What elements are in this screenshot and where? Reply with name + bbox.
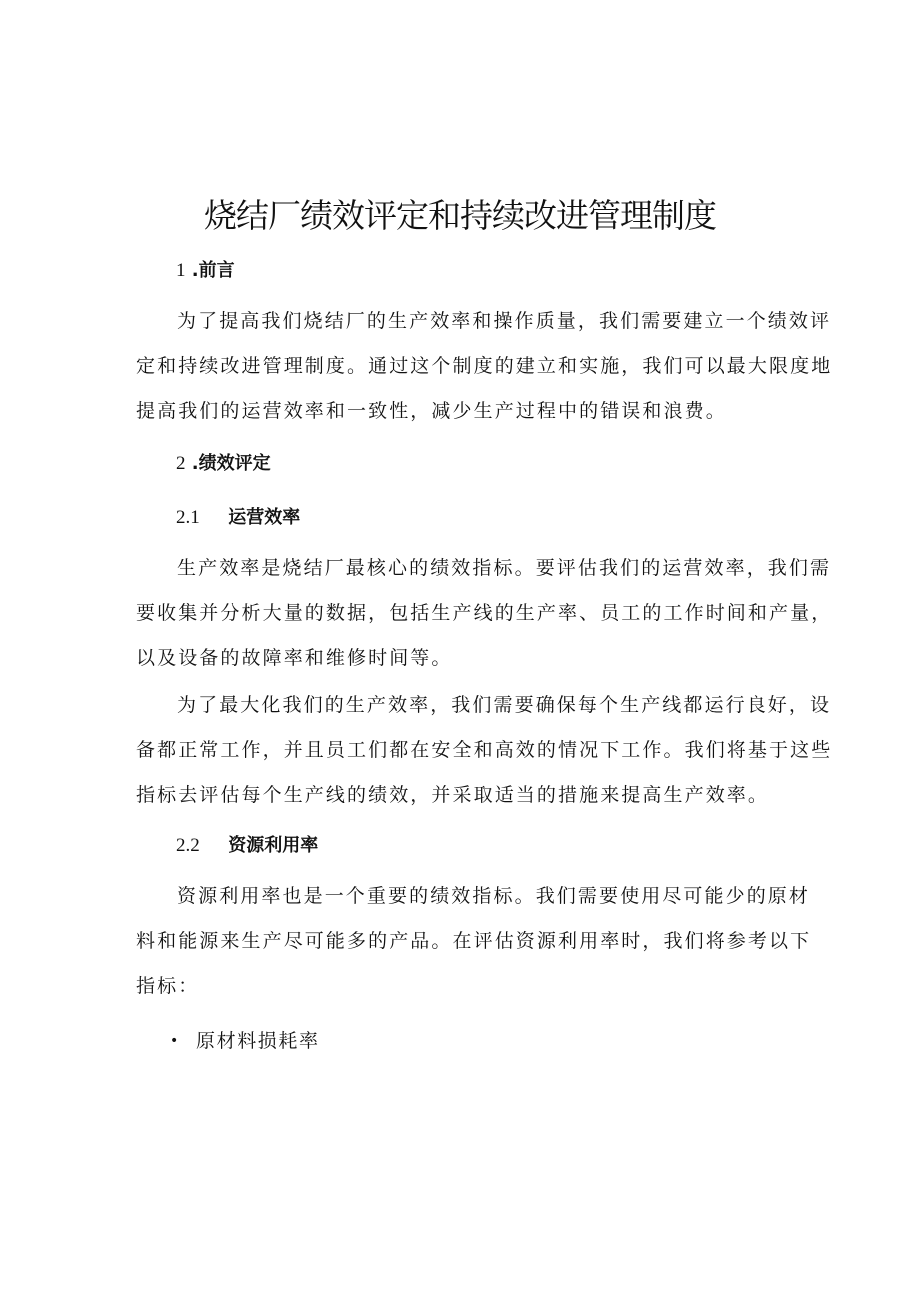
paragraph-resource-utilization	[136, 874, 811, 1009]
bullet-icon: •	[170, 1033, 179, 1049]
paragraph-operational-efficiency	[136, 546, 832, 681]
paragraph-maximize-efficiency	[136, 683, 832, 818]
list-item	[170, 1026, 320, 1056]
paragraph-line: 生产效率是烧结厂最核心的绩效指标。要评估我们的运营效率，我们需	[177, 557, 832, 579]
paragraph-line: 为了提高我们烧结厂的生产效率和操作质量，我们需要建立一个绩效评	[177, 310, 832, 332]
paragraph-line: 指标去评估每个生产线的绩效，并采取适当的措施来提高生产效率。	[136, 784, 770, 806]
subsection-heading-2-1	[176, 505, 300, 531]
subsection-heading-2-2	[176, 833, 318, 859]
paragraph-line: 以及设备的故障率和维修时间等。	[136, 647, 453, 669]
paragraph-line: 定和持续改进管理制度。通过这个制度的建立和实施，我们可以最大限度地	[136, 355, 833, 377]
section-heading-1	[176, 258, 235, 284]
list-item-text: 原材料损耗率	[196, 1030, 320, 1052]
paragraph-line: 指标：	[136, 975, 200, 997]
section-number: 1	[176, 260, 186, 281]
subsection-title: 运营效率	[228, 507, 301, 528]
subsection-title: 资源利用率	[228, 835, 319, 856]
subsection-number: 2.1	[176, 507, 200, 528]
section-number: 2	[176, 453, 186, 474]
paragraph-line: 备都正常工作，并且员工们都在安全和高效的情况下工作。我们将基于这些	[136, 739, 833, 761]
paragraph-line: 料和能源来生产尽可能多的产品。在评估资源利用率时，我们将参考以下	[136, 930, 812, 952]
section-heading-2	[176, 451, 271, 477]
section-title: .前言	[191, 260, 235, 281]
paragraph-preface	[136, 299, 832, 434]
document-title: 烧结厂绩效评定和持续改进管理制度	[204, 196, 716, 235]
section-title: .绩效评定	[191, 453, 271, 474]
paragraph-line: 提高我们的运营效率和一致性，减少生产过程中的错误和浪费。	[136, 400, 727, 422]
subsection-number: 2.2	[176, 835, 200, 856]
paragraph-line: 要收集并分析大量的数据，包括生产线的生产率、员工的工作时间和产量，	[136, 602, 833, 624]
paragraph-line: 为了最大化我们的生产效率，我们需要确保每个生产线都运行良好，设	[177, 694, 832, 716]
paragraph-line: 资源利用率也是一个重要的绩效指标。我们需要使用尽可能少的原材	[177, 885, 811, 907]
